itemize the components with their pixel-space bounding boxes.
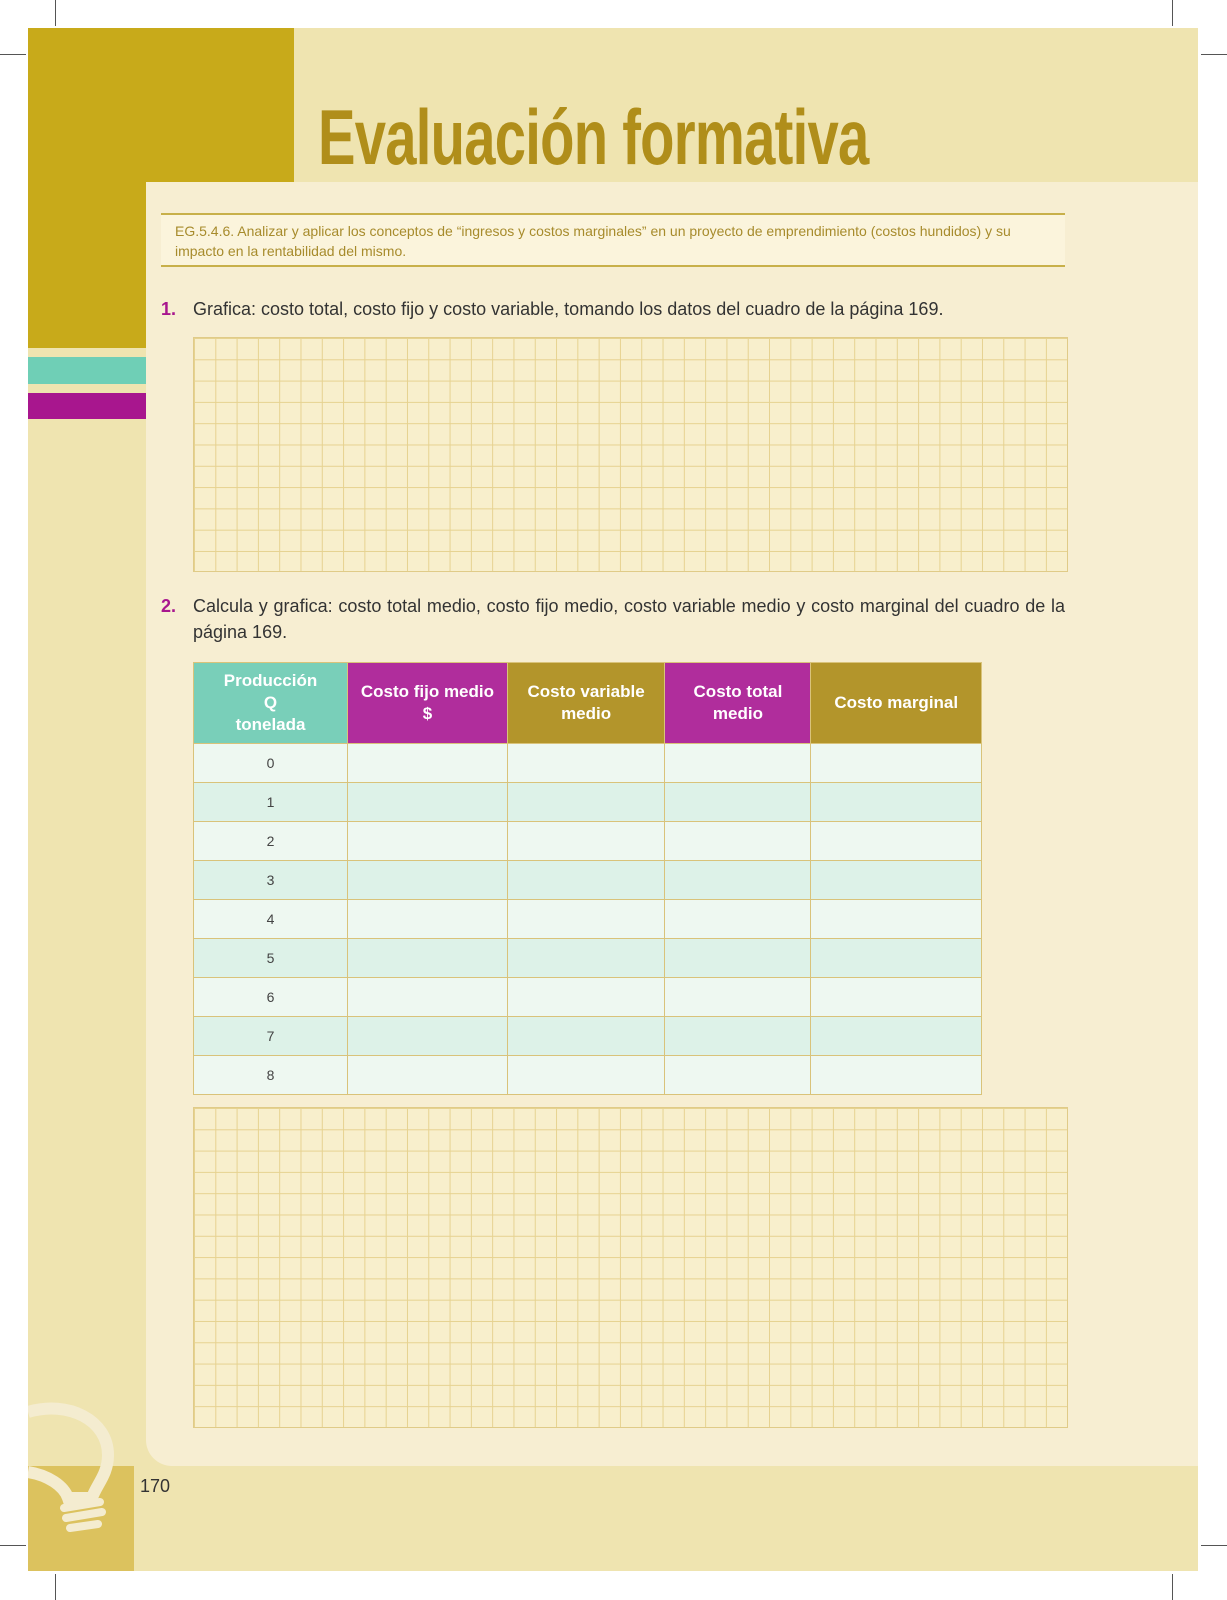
answer-cell[interactable] — [507, 900, 665, 939]
table-header-cell — [507, 663, 665, 744]
question-lead-2: grafica — [273, 596, 328, 616]
graph-paper-2[interactable] — [193, 1107, 1068, 1428]
table-row — [194, 1056, 982, 1095]
question-body: : costo total medio, costo fijo medio, costo variable medio y costo marginal del cuadro de la página 169. — [193, 596, 1065, 642]
header-text: medio — [561, 704, 612, 723]
table-row — [194, 900, 982, 939]
crop-mark — [1172, 1574, 1173, 1600]
answer-cell[interactable] — [665, 783, 811, 822]
answer-cell[interactable] — [348, 939, 508, 978]
answer-cell[interactable] — [348, 1056, 508, 1095]
answer-cell[interactable] — [665, 1017, 811, 1056]
cost-table — [193, 662, 982, 1095]
answer-cell[interactable] — [348, 978, 508, 1017]
crop-mark — [55, 0, 56, 26]
crop-mark — [0, 54, 26, 55]
answer-cell[interactable] — [507, 783, 665, 822]
answer-cell[interactable] — [507, 861, 665, 900]
answer-cell[interactable] — [811, 1017, 982, 1056]
decorative-teal-stripe — [28, 357, 146, 384]
crop-mark — [0, 1545, 26, 1546]
table-header-cell — [665, 663, 811, 744]
decorative-magenta-stripe — [28, 393, 146, 419]
answer-cell[interactable] — [665, 939, 811, 978]
answer-cell[interactable] — [665, 1056, 811, 1095]
question-1 — [161, 296, 1065, 322]
crop-mark — [55, 1574, 56, 1600]
question-number: 2. — [161, 596, 177, 616]
answer-cell[interactable] — [811, 939, 982, 978]
crop-mark — [1201, 54, 1227, 55]
learning-objective: EG.5.4.6. Analizar y aplicar los conceptos de “ingresos y costos marginales” en un proyecto de emprendimiento (costos hundidos) y su impacto en la rentabilidad del mismo. — [161, 213, 1065, 267]
production-cell: 4 — [194, 900, 348, 939]
table-header-cell — [194, 663, 348, 744]
question-2 — [161, 593, 1065, 645]
answer-cell[interactable] — [507, 1017, 665, 1056]
production-cell: 0 — [194, 744, 348, 783]
answer-cell[interactable] — [507, 978, 665, 1017]
header-text: Q — [263, 693, 278, 712]
header-text: tonelada — [235, 715, 306, 734]
header-text: Costo fijo medio — [360, 682, 495, 701]
production-cell: 6 — [194, 978, 348, 1017]
production-cell: 8 — [194, 1056, 348, 1095]
question-body: : costo total, costo fijo y costo variable, tomando los datos del cuadro de la página 169. — [251, 299, 944, 319]
page-number: 170 — [140, 1476, 171, 1496]
answer-cell[interactable] — [811, 822, 982, 861]
table-header-cell — [811, 663, 982, 744]
answer-cell[interactable] — [507, 939, 665, 978]
production-cell: 7 — [194, 1017, 348, 1056]
question-lead: Grafica — [193, 299, 252, 319]
question-number: 1. — [161, 299, 177, 319]
production-cell: 3 — [194, 861, 348, 900]
answer-cell[interactable] — [811, 783, 982, 822]
answer-cell[interactable] — [665, 822, 811, 861]
answer-cell[interactable] — [665, 978, 811, 1017]
header-text: Costo variable — [527, 682, 645, 701]
answer-cell[interactable] — [507, 744, 665, 783]
header-text: Producción — [223, 671, 318, 690]
production-cell: 2 — [194, 822, 348, 861]
production-cell: 5 — [194, 939, 348, 978]
answer-cell[interactable] — [811, 861, 982, 900]
lightbulb-icon — [28, 1400, 134, 1540]
table-row — [194, 783, 982, 822]
answer-cell[interactable] — [507, 822, 665, 861]
answer-cell[interactable] — [348, 861, 508, 900]
answer-cell[interactable] — [811, 744, 982, 783]
table-row — [194, 939, 982, 978]
answer-cell[interactable] — [665, 744, 811, 783]
answer-cell[interactable] — [348, 783, 508, 822]
table-row — [194, 744, 982, 783]
table-row — [194, 822, 982, 861]
crop-mark — [1172, 0, 1173, 26]
page-title: Evaluación formativa — [318, 93, 869, 181]
question-text — [193, 296, 1065, 322]
table-row — [194, 861, 982, 900]
answer-cell[interactable] — [348, 900, 508, 939]
table-header-cell — [348, 663, 508, 744]
header-text: medio — [712, 704, 763, 723]
header-text: Costo total — [693, 682, 783, 701]
answer-cell[interactable] — [348, 744, 508, 783]
table-row — [194, 978, 982, 1017]
table-body — [194, 744, 982, 1095]
crop-mark — [1201, 1545, 1227, 1546]
answer-cell[interactable] — [811, 900, 982, 939]
question-connector: y — [253, 596, 274, 616]
answer-cell[interactable] — [811, 1056, 982, 1095]
graph-paper-1[interactable] — [193, 337, 1068, 572]
answer-cell[interactable] — [348, 1017, 508, 1056]
question-lead: Calcula — [193, 596, 254, 616]
answer-cell[interactable] — [507, 1056, 665, 1095]
header-text: $ — [422, 704, 433, 723]
answer-cell[interactable] — [665, 861, 811, 900]
question-text — [193, 593, 1065, 645]
answer-cell[interactable] — [811, 978, 982, 1017]
answer-cell[interactable] — [665, 900, 811, 939]
production-cell: 1 — [194, 783, 348, 822]
table-header-row — [194, 663, 982, 744]
header-text: Costo marginal — [834, 693, 959, 712]
table-row — [194, 1017, 982, 1056]
answer-cell[interactable] — [348, 822, 508, 861]
footer-band — [28, 1466, 1198, 1571]
